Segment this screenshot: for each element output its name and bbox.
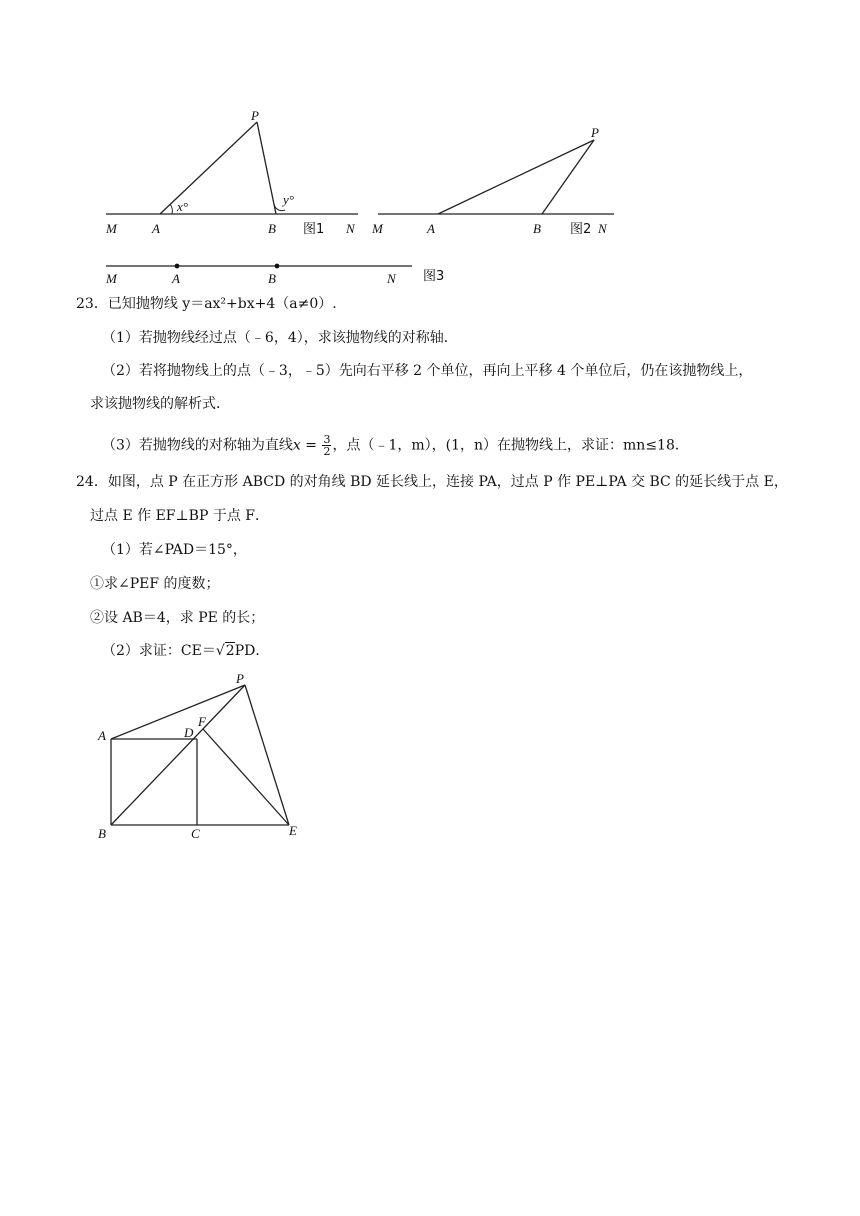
q24-stem-line2: 过点 E 作 EF⊥BP 于点 F． <box>90 508 269 524</box>
fig4-label-p: P <box>236 671 244 686</box>
fig3-caption: 图3 <box>423 269 445 284</box>
q23-stem-text: 已知抛物线 <box>107 296 183 312</box>
q23-part3-lead: （3）若抛物线的对称轴为直线 <box>102 437 293 454</box>
fig4-label-c: C <box>191 826 200 841</box>
fig4-label-b: B <box>98 826 106 841</box>
q24-sqrt-radicand: 2 <box>225 643 235 659</box>
figure-2 <box>370 100 620 240</box>
fig3-label-n: N <box>387 271 396 286</box>
q24-stem-text: 如图，点 P 在正方形 ABCD 的对角线 BD 延长线上，连接 PA，过点 P 作 PE⊥PA 交 BC 的延长线于点 E， <box>107 474 788 490</box>
fig2-label-n: N <box>598 221 607 236</box>
fig2-label-b: B <box>533 221 541 236</box>
figure-1 <box>100 100 370 240</box>
q23-part1: （1）若抛物线经过点（﹣6，4），求该抛物线的对称轴． <box>102 330 458 346</box>
fig1-label-x: x° <box>177 199 188 214</box>
fig4-label-e: E <box>289 823 297 838</box>
q23-number: 23． <box>76 296 108 312</box>
fig1-label-p: P <box>251 108 259 123</box>
fig2-label-a: A <box>427 221 435 236</box>
fig1-label-b: B <box>268 221 276 236</box>
q23-part3-rest: ，点（﹣1，m），(1，n）在抛物线上，求证：mn≤18． <box>332 437 689 454</box>
q24-part2 <box>102 641 269 661</box>
sqrt-sign-icon: √ <box>215 643 225 659</box>
q23-part2-line2: 求该抛物线的解析式． <box>90 396 230 412</box>
fig4-label-d: D <box>184 725 194 740</box>
q24-part1: （1）若∠PAD＝15°， <box>102 542 247 558</box>
q24-part1-b: ②设 AB＝4，求 PE 的长； <box>90 610 265 626</box>
fig3-label-b: B <box>268 271 276 286</box>
q23-fraction-num: 3 <box>323 433 331 446</box>
q23-part3 <box>102 434 689 457</box>
q23-part3-eq: = <box>300 437 322 454</box>
fig3-label-m: M <box>106 271 117 286</box>
fig1-label-a: A <box>152 221 160 236</box>
fig1-label-n: N <box>346 221 355 236</box>
q24-stem-line1 <box>76 472 788 492</box>
fig4-label-f: F <box>198 714 206 729</box>
q23-fraction <box>322 434 331 457</box>
q23-part3-var: x <box>292 437 301 454</box>
fig2-label-p: P <box>591 125 599 140</box>
q23-fraction-den: 2 <box>323 445 331 458</box>
q24-part2-rest: PD． <box>234 643 270 659</box>
q24-number: 24． <box>76 474 108 490</box>
figure-4 <box>90 668 320 848</box>
q24-part1-a: ①求∠PEF 的度数； <box>90 576 220 592</box>
q23-equation: y＝ax²+bx+4（a≠0）. <box>182 296 337 312</box>
fig2-label-m: M <box>372 221 383 236</box>
fig1-caption: 图1 <box>303 222 325 237</box>
q23-stem <box>76 294 337 314</box>
fig2-caption: 图2 <box>570 222 592 237</box>
fig1-label-m: M <box>106 221 117 236</box>
figure-3 <box>100 254 460 288</box>
fig3-label-a: A <box>172 271 180 286</box>
q24-part2-lead: （2）求证：CE＝ <box>102 643 216 659</box>
q23-part2-line1: （2）若将抛物线上的点（﹣3，﹣5）先向右平移 2 个单位，再向上平移 4 个单位后，仍在该抛物线上， <box>102 363 753 379</box>
fig4-label-a: A <box>98 728 106 743</box>
fig1-label-y: y° <box>283 192 294 207</box>
